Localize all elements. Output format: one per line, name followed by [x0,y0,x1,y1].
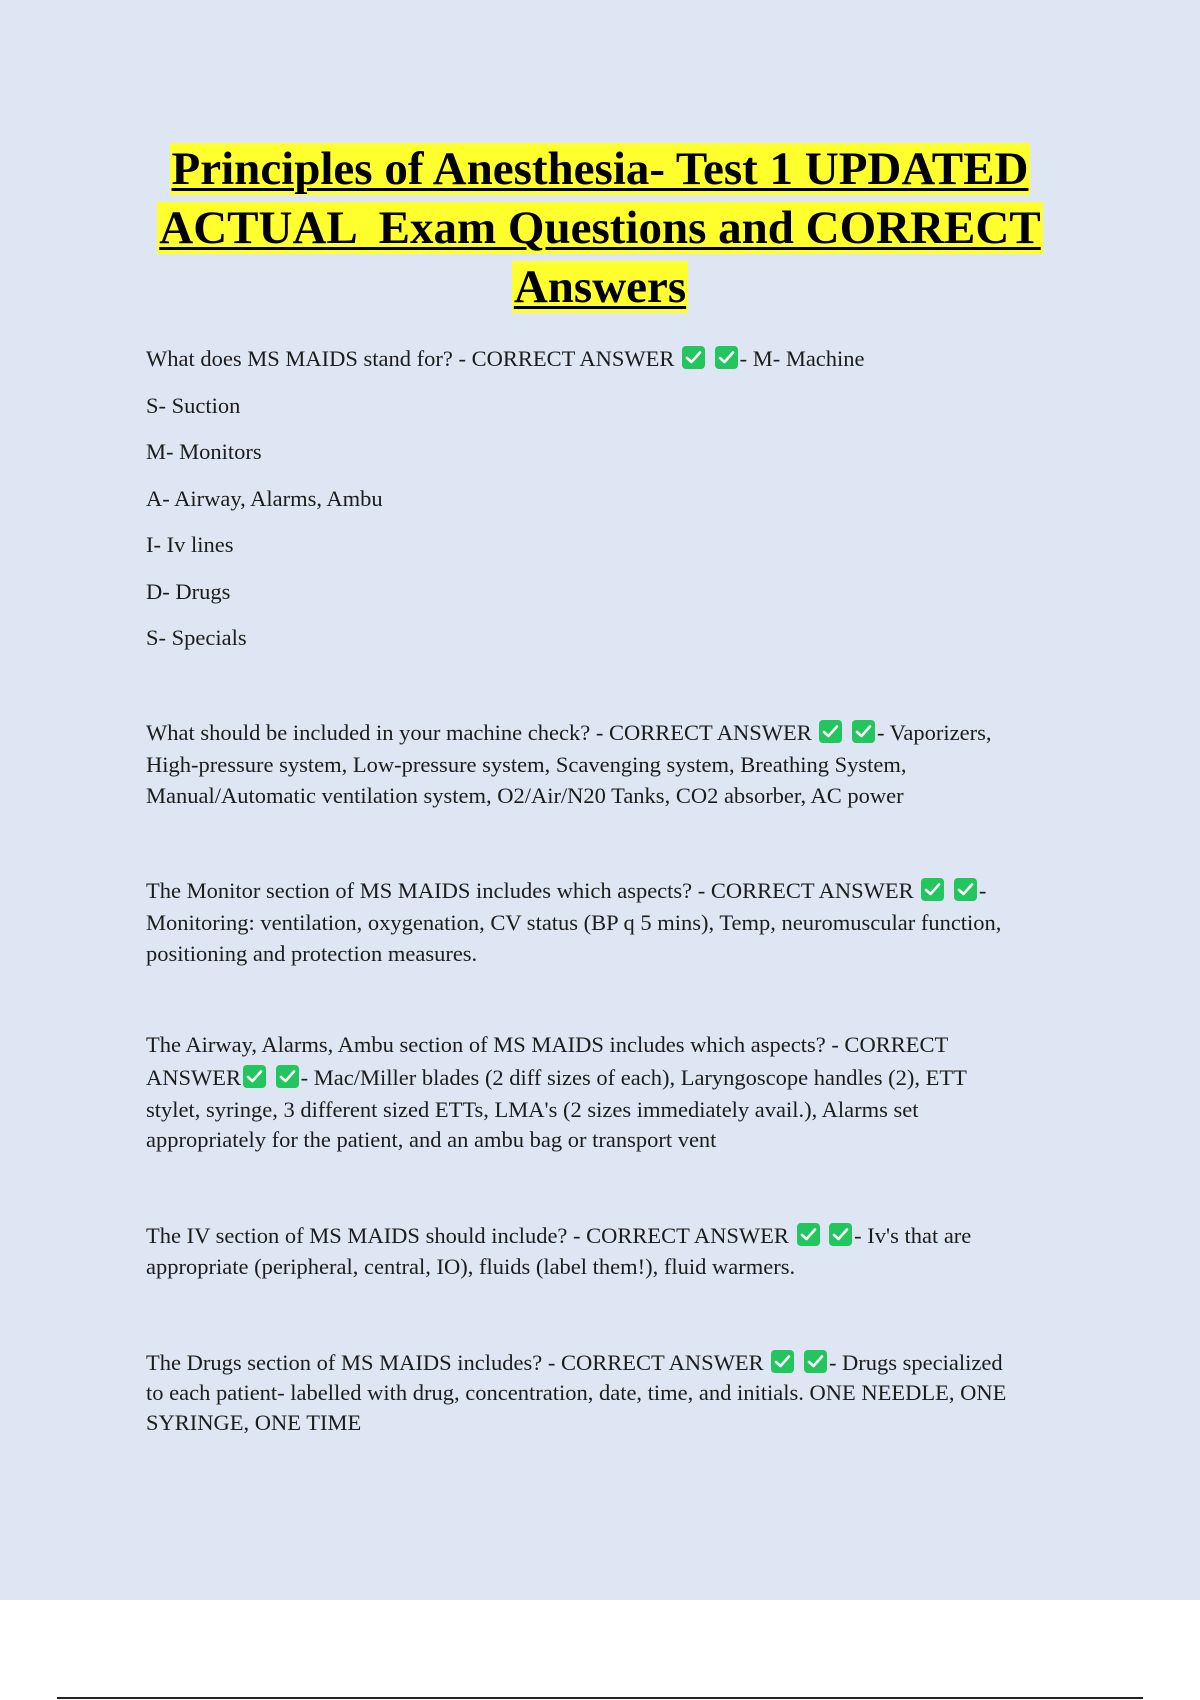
qa-3-line: positioning and protection measures. [146,941,478,966]
qa-2-line: Manual/Automatic ventilation system, O2/Air/N20 Tanks, CO2 absorber, AC power [146,783,904,808]
check-mark-icon [819,720,842,743]
check-mark-icon [276,1065,299,1088]
qa-1-item: I- Iv lines [146,532,234,557]
qa-4-line [146,1063,1076,1093]
answer-text: - Vaporizers, [876,720,992,745]
document-title [0,140,1200,317]
qa-4-line: The Airway, Alarms, Ambu section of MS MAIDS includes which aspects? - CORRECT [146,1032,949,1057]
check-mark-icon [771,1350,794,1373]
qa-6-line: to each patient- labelled with drug, concentration, date, time, and initials. ONE NEEDLE, ONE [146,1380,1007,1405]
check-mark-icon [797,1223,820,1246]
qa-1-item: S- Specials [146,625,247,650]
question-text: ANSWER [146,1065,241,1090]
qa-6-line [146,1348,1076,1378]
footer-divider [57,1697,1143,1699]
check-mark-icon [921,878,944,901]
question-text: The IV section of MS MAIDS should include? - CORRECT ANSWER [146,1223,789,1248]
qa-1-item: D- Drugs [146,579,231,604]
qa-2-line [146,718,1076,748]
qa-1-question [146,344,1076,374]
answer-text: - M- Machine [739,346,865,371]
check-mark-icon [804,1350,827,1373]
title-line-2: ACTUAL Exam Questions and CORRECT [159,202,1041,254]
answer-text: - [978,878,987,903]
qa-3-line: Monitoring: ventilation, oxygenation, CV status (BP q 5 mins), Temp, neuromuscular function, [146,910,1002,935]
answer-text: - Mac/Miller blades (2 diff sizes of each), Laryngoscope handles (2), ETT [300,1065,967,1090]
qa-5-line: appropriate (peripheral, central, IO), fluids (label them!), fluid warmers. [146,1254,796,1279]
qa-4-line: stylet, syringe, 3 different sized ETTs, LMA's (2 sizes immediately avail.), Alarms set [146,1097,919,1122]
title-line-1: Principles of Anesthesia- Test 1 UPDATED [171,143,1029,195]
qa-6-line: SYRINGE, ONE TIME [146,1410,362,1435]
question-text: What does MS MAIDS stand for? - CORRECT ANSWER [146,346,675,371]
qa-1-item: M- Monitors [146,439,262,464]
qa-1-item: A- Airway, Alarms, Ambu [146,486,383,511]
question-text: The Drugs section of MS MAIDS includes? - CORRECT ANSWER [146,1350,764,1375]
check-mark-icon [954,878,977,901]
check-mark-icon [243,1065,266,1088]
question-text: The Monitor section of MS MAIDS includes which aspects? - CORRECT ANSWER [146,878,914,903]
qa-5-line [146,1221,1076,1251]
check-mark-icon [852,720,875,743]
qa-3-line [146,876,1076,906]
check-mark-icon [715,346,738,369]
check-mark-icon [682,346,705,369]
title-line-3: Answers [513,261,687,313]
qa-2-line: High-pressure system, Low-pressure system, Scavenging system, Breathing System, [146,752,907,777]
qa-4-line: appropriately for the patient, and an ambu bag or transport vent [146,1127,717,1152]
qa-1-item: S- Suction [146,393,241,418]
question-text: What should be included in your machine check? - CORRECT ANSWER [146,720,812,745]
answer-text: - Iv's that are [854,1223,972,1248]
answer-text: - Drugs specialized [828,1350,1003,1375]
check-mark-icon [829,1223,852,1246]
